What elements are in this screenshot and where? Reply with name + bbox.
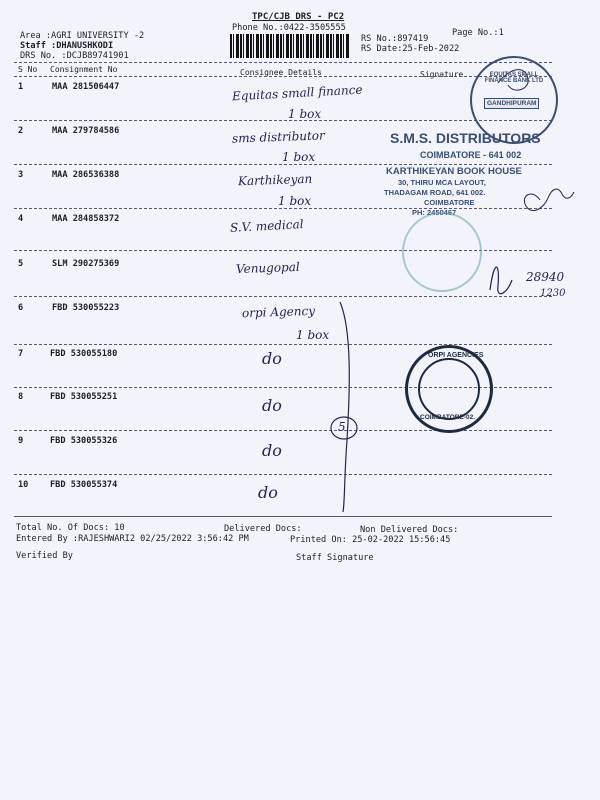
footer-rule — [14, 516, 552, 517]
rs-date: RS Date:25-Feb-2022 — [361, 44, 460, 54]
row-consignee: orpi Agency — [241, 303, 316, 321]
row-consignee: Equitas small finance — [231, 82, 363, 104]
sms-stamp-name: S.M.S. DISTRIBUTORS — [390, 130, 541, 146]
row-consignee: do — [262, 349, 282, 368]
row-consignment: FBD 530055223 — [52, 303, 120, 313]
row-sno: 4 — [18, 214, 24, 224]
row-sno: 9 — [18, 436, 24, 446]
sms-stamp-city: COIMBATORE - 641 002 — [420, 150, 522, 160]
page-number: Page No.:1 — [452, 28, 504, 38]
row-note: 1 box — [288, 107, 322, 121]
row-note: 1 box — [278, 194, 312, 208]
karthikeyan-stamp-line3: THADAGAM ROAD, 641 002. — [384, 188, 486, 197]
col-consignment: Consignment No — [50, 65, 118, 74]
document-title: TPC/CJB DRS - PC2 — [252, 12, 345, 22]
karthikeyan-stamp-line2: 30, THIRU MCA LAYOUT, — [398, 178, 486, 187]
phone-number: Phone No.:0422-3505555 — [232, 23, 346, 33]
karthikeyan-stamp-line4: COIMBATORE — [424, 198, 475, 207]
row-sno: 10 — [18, 480, 29, 490]
row-consignee: Venugopal — [235, 259, 300, 277]
row-consignment: FBD 530055251 — [50, 392, 118, 402]
orpi-stamp-inner — [418, 358, 480, 420]
orpi-stamp-city: COIMBATORE-02. — [420, 414, 476, 421]
row-consignee: Karthikeyan — [237, 171, 313, 189]
row-consignment: FBD 530055326 — [50, 436, 118, 446]
row-sno: 8 — [18, 392, 24, 402]
row-consignee: S.V. medical — [229, 217, 304, 235]
equitas-stamp-text: EQUITAS SMALL FINANCE BANK LTD — [484, 72, 544, 84]
col-sno: S No — [18, 65, 38, 74]
total-docs: Total No. Of Docs: 10 — [16, 523, 125, 533]
row-consignee: sms distributor — [231, 128, 325, 146]
row-consignment: SLM 290275369 — [52, 259, 120, 269]
row-sno: 6 — [18, 303, 24, 313]
signature-number-2: 1230 — [540, 288, 566, 299]
row-sno: 5 — [18, 259, 24, 269]
row-note: 1 box — [282, 150, 316, 164]
row-consignment: FBD 530055180 — [50, 349, 118, 359]
delivered-docs: Delivered Docs: — [224, 524, 302, 534]
staff-signature: Staff Signature — [296, 553, 374, 563]
row-sno: 1 — [18, 82, 24, 92]
rs-number: RS No.:897419 — [361, 34, 429, 44]
count-circle-number: 5 — [338, 420, 346, 434]
col-consignee: Consignee Details — [240, 68, 322, 77]
row-consignment: MAA 286536388 — [52, 170, 120, 180]
row-consignment: MAA 281506447 — [52, 82, 120, 92]
karthikeyan-stamp-name: KARTHIKEYAN BOOK HOUSE — [386, 166, 522, 177]
karthikeyan-stamp-line5: PH: 2450467 — [412, 208, 457, 217]
row-sno: 2 — [18, 126, 24, 136]
row-consignee: do — [258, 483, 278, 502]
verified-by: Verified By — [16, 551, 73, 561]
printed-on: Printed On: 25-02-2022 15:56:45 — [290, 535, 451, 545]
row-consignment: MAA 279784586 — [52, 126, 120, 136]
row-sno: 7 — [18, 349, 24, 359]
staff-label: Staff :DHANUSHKODI — [20, 41, 114, 51]
sv-medical-stamp — [402, 212, 482, 292]
row-consignee: do — [262, 441, 282, 460]
equitas-stamp-branch: GANDHIPURAM — [484, 98, 539, 109]
row-note: 1 box — [296, 328, 330, 342]
row-consignment: FBD 530055374 — [50, 480, 118, 490]
entered-by: Entered By :RAJESHWARI2 02/25/2022 3:56:42 PM — [16, 534, 249, 544]
col-signature: Signature — [420, 70, 464, 79]
row-consignee: do — [262, 396, 282, 415]
area-label: Area :AGRI UNIVERSITY -2 — [20, 31, 145, 41]
orpi-stamp — [405, 345, 493, 433]
row-consignment: MAA 284858372 — [52, 214, 120, 224]
non-delivered-docs: Non Delivered Docs: — [360, 525, 459, 535]
drs-number: DRS No. :DCJB89741901 — [20, 51, 129, 61]
signature-number-1: 28940 — [526, 270, 565, 284]
row-sno: 3 — [18, 170, 24, 180]
orpi-stamp-name: ORPI AGENCIES — [428, 352, 484, 359]
